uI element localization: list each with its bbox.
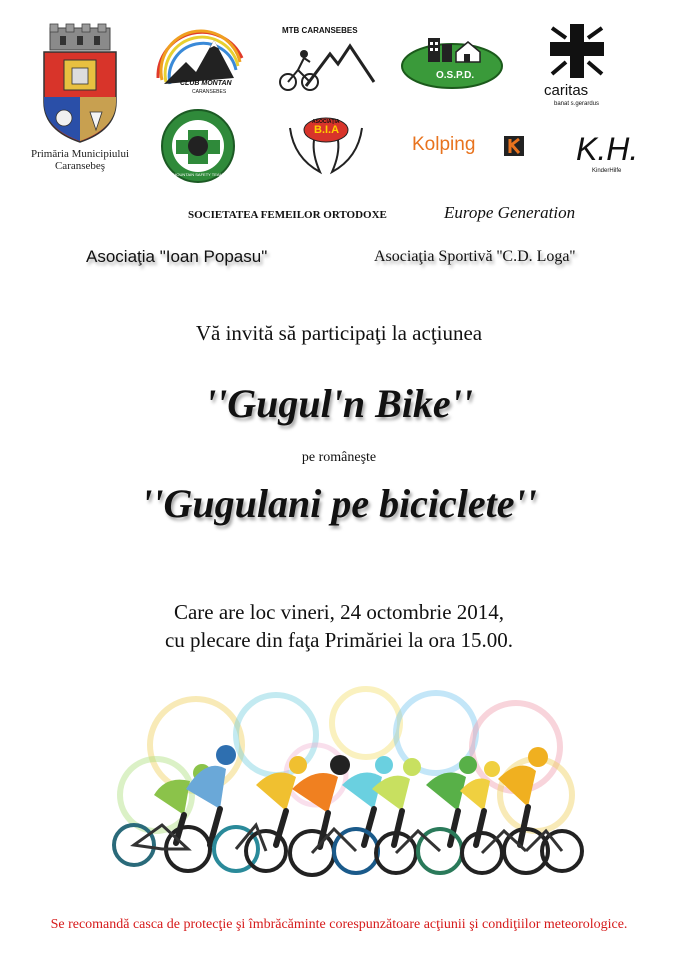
primaria-caption-line2: Caransebeş	[54, 160, 106, 172]
primaria-caption-line1: Primăria Municipiului	[30, 148, 130, 160]
mtb-logo	[278, 26, 378, 96]
club-montan-label: CLUB MONTAN	[180, 80, 232, 87]
subtitle-text: pe româneşte	[301, 450, 377, 465]
kolping-logo	[412, 134, 532, 164]
org-ioan-popasu: Asociaţia "Ioan Popasu"	[86, 247, 268, 266]
event-departure-line: cu plecare din faţa Primăriei la ora 15.00.	[164, 628, 514, 652]
ospd-logo	[400, 30, 504, 90]
salvare-logo	[160, 108, 236, 184]
club-montan-logo	[152, 18, 248, 98]
kolping-k-icon	[504, 136, 524, 156]
caritas-cross-icon	[540, 22, 616, 80]
bia-logo	[284, 114, 368, 176]
org-cd-loga: Asociaţia Sportivă ''C.D. Loga''	[374, 248, 576, 265]
houses-icon	[400, 30, 504, 90]
mtb-label: MTB CARANSEBES	[282, 26, 358, 35]
safety-warning: Se recomandă casca de protecţie şi îmbrăcăminte corespunzătoare acţiunii şi condiţiilor meteorologice.	[50, 917, 628, 932]
salvare-label: MOUNTAIN SAFETY TEAM	[173, 172, 223, 177]
event-title: ''Gugul'n Bike''	[205, 381, 473, 426]
kh-label: K.H.	[576, 131, 639, 167]
event-title-romanian: ''Gugulani pe biciclete''	[141, 481, 537, 526]
primaria-logo	[30, 22, 130, 182]
bia-label: B.I.A	[314, 124, 340, 136]
event-details	[0, 598, 678, 654]
caritas-sublabel: banat s.gerardus	[554, 101, 600, 107]
event-date-line: Care are loc vineri, 24 octombrie 2014,	[173, 600, 505, 624]
bia-sublabel: ASOCIAŢIA	[312, 119, 340, 125]
coat-of-arms-icon	[30, 22, 130, 147]
invitation-text: Vă invită să participaţi la acţiunea	[195, 321, 483, 345]
org-europe-generation: Europe Generation	[444, 203, 576, 222]
ospd-label: O.S.P.D.	[436, 70, 475, 81]
org-societatea: SOCIETATEA FEMEILOR ORTODOXE	[188, 209, 387, 221]
club-montan-sublabel: CARANSEBES	[192, 89, 227, 95]
kh-sublabel: KinderHilfe	[592, 168, 622, 174]
caritas-label: caritas	[544, 82, 589, 99]
caritas-logo	[540, 22, 616, 112]
mountain-biker-icon	[278, 36, 378, 96]
cyclists-illustration	[106, 685, 586, 885]
kolping-label: Kolping	[412, 134, 476, 155]
kh-logo	[576, 132, 656, 182]
